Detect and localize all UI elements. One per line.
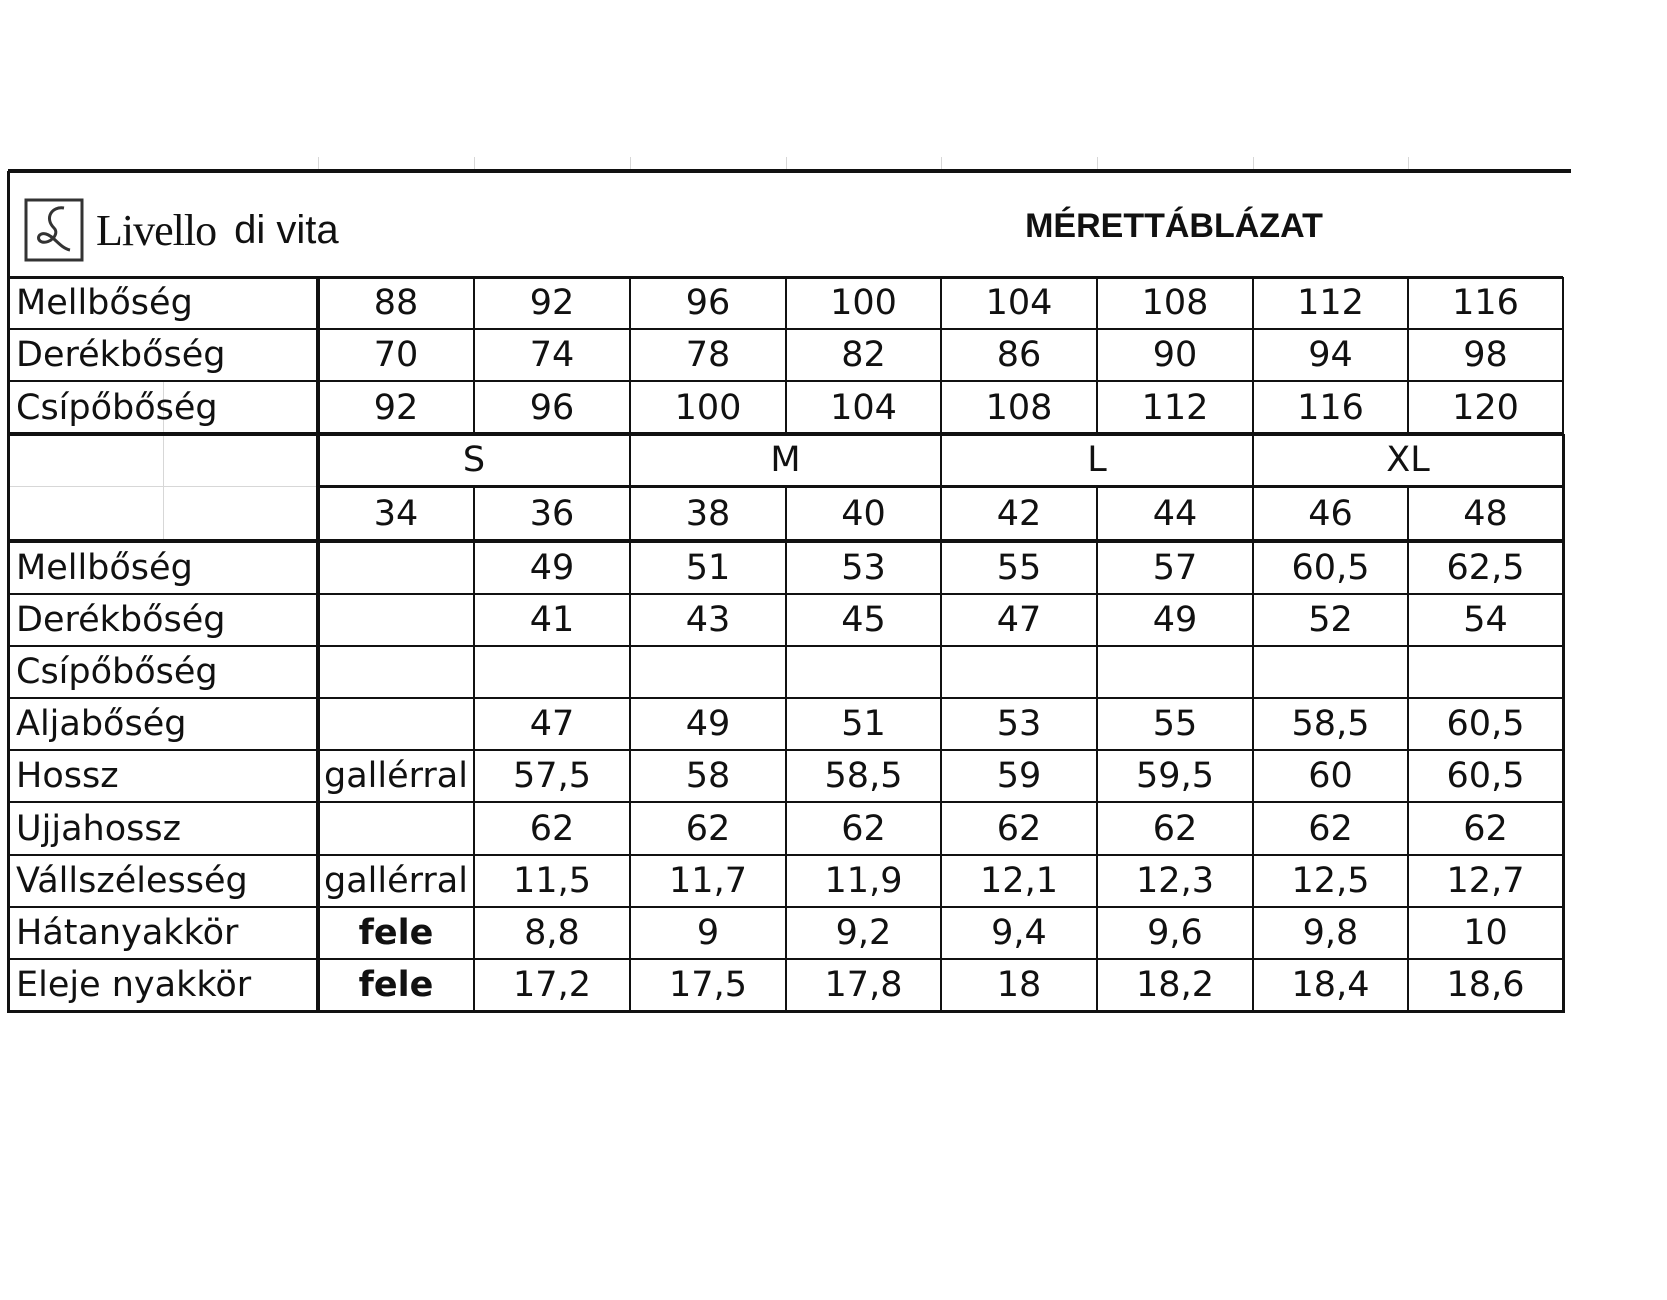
garment-row-note: fele (358, 913, 434, 953)
table-right-border (1562, 434, 1565, 1013)
body-row-label: Csípőbőség (16, 387, 218, 428)
size-number-header: 36 (529, 493, 575, 534)
column-border (785, 486, 787, 1013)
garment-value-cell: 57 (1152, 547, 1198, 588)
garment-value-cell: 60,5 (1446, 704, 1525, 744)
size-group-header: M (770, 440, 801, 480)
size-number-header: 42 (996, 493, 1042, 534)
body-value-cell: 82 (841, 335, 886, 375)
garment-value-cell: 11,5 (513, 861, 591, 901)
garment-value-cell: 62 (1308, 808, 1353, 849)
table-left-border (7, 381, 10, 1013)
body-value-cell: 90 (1152, 335, 1198, 375)
garment-value-cell: 54 (1463, 600, 1508, 640)
garment-value-cell: 62 (1152, 808, 1198, 849)
garment-row-label: Eleje nyakkör (16, 965, 252, 1005)
garment-value-cell: 45 (841, 600, 886, 640)
column-border (1562, 277, 1564, 434)
body-value-cell: 86 (996, 335, 1042, 375)
garment-value-cell: 17,2 (513, 965, 591, 1005)
garment-value-cell: 9 (696, 913, 720, 953)
garment-row-label: Ujjahossz (16, 808, 181, 849)
garment-value-cell: 18,6 (1446, 965, 1525, 1005)
garment-value-cell: 17,5 (669, 965, 747, 1005)
column-border (1096, 277, 1098, 434)
body-value-cell: 104 (830, 387, 897, 428)
garment-value-cell (474, 646, 630, 698)
size-chart-sheet (8, 171, 1663, 1133)
garment-value-cell: 47 (529, 704, 575, 744)
garment-value-cell (1097, 646, 1253, 698)
column-border (473, 486, 475, 1013)
body-row-label: Mellbőség (16, 283, 193, 323)
body-row-label: Derékbőség (16, 335, 226, 375)
garment-value-cell: 18,2 (1136, 965, 1214, 1005)
brand-monogram-icon (24, 198, 84, 262)
garment-value-cell (630, 646, 786, 698)
garment-value-cell: 11,9 (824, 861, 903, 901)
size-group-header: L (1087, 440, 1107, 480)
garment-row-note: fele (358, 965, 434, 1005)
garment-value-cell: 17,8 (824, 965, 903, 1005)
brand-logo (24, 195, 339, 265)
body-value-cell: 70 (373, 335, 419, 375)
column-border (629, 277, 631, 434)
column-border (473, 277, 475, 434)
column-border (1096, 486, 1098, 1013)
garment-value-cell: 60,5 (1446, 756, 1525, 796)
label-column-border (316, 434, 320, 1013)
garment-row-note (318, 594, 474, 646)
garment-row-label: Aljabőség (16, 704, 187, 744)
column-border (1252, 434, 1254, 1013)
garment-value-cell: 9,2 (835, 913, 892, 953)
garment-row-note (318, 698, 474, 750)
garment-row-note (318, 802, 474, 855)
garment-value-cell: 49 (529, 547, 575, 588)
column-border (940, 277, 942, 434)
garment-value-cell: 62 (529, 808, 575, 849)
garment-value-cell: 62 (996, 808, 1042, 849)
garment-value-cell: 53 (841, 547, 886, 588)
sheet-gridline (8, 486, 318, 487)
garment-value-cell: 51 (841, 704, 886, 744)
body-value-cell: 108 (1141, 283, 1209, 323)
brand-subtitle: di vita (234, 207, 339, 252)
garment-value-cell: 51 (685, 547, 731, 588)
size-group-header: XL (1386, 440, 1430, 480)
garment-row-note: gallérral (324, 861, 468, 901)
body-value-cell: 108 (985, 387, 1053, 428)
column-border (1252, 277, 1254, 434)
garment-value-cell: 55 (996, 547, 1042, 588)
size-number-header: 44 (1152, 493, 1198, 534)
size-number-header: 38 (685, 493, 731, 534)
garment-value-cell: 62 (685, 808, 731, 849)
garment-value-cell: 10 (1463, 913, 1508, 953)
size-number-header: 34 (373, 493, 419, 534)
body-value-cell: 94 (1308, 335, 1353, 375)
brand-name: Livello (96, 205, 217, 255)
garment-value-cell: 9,6 (1147, 913, 1203, 953)
body-value-cell: 112 (1297, 283, 1364, 323)
garment-row-label: Derékbőség (16, 600, 226, 640)
size-number-header: 46 (1308, 493, 1353, 534)
body-value-cell: 96 (685, 283, 731, 323)
garment-value-cell (786, 646, 941, 698)
garment-value-cell: 53 (996, 704, 1042, 744)
garment-value-cell: 9,8 (1302, 913, 1359, 953)
body-value-cell: 78 (685, 335, 731, 375)
garment-value-cell: 59 (996, 756, 1042, 796)
body-value-cell: 92 (529, 283, 575, 323)
garment-row-note (318, 646, 474, 698)
garment-value-cell: 11,7 (669, 861, 747, 901)
body-value-cell: 120 (1452, 387, 1519, 428)
garment-value-cell: 55 (1152, 704, 1198, 744)
garment-value-cell: 60 (1308, 756, 1353, 796)
body-value-cell: 116 (1297, 387, 1364, 428)
garment-row-label: Hossz (16, 756, 119, 796)
garment-value-cell: 58 (685, 756, 731, 796)
garment-value-cell: 9,4 (991, 913, 1047, 953)
body-value-cell: 74 (529, 335, 575, 375)
garment-value-cell: 18 (996, 965, 1042, 1005)
body-value-cell: 98 (1463, 335, 1508, 375)
column-border (785, 277, 787, 434)
column-border (629, 434, 631, 1013)
body-value-cell: 88 (373, 283, 419, 323)
garment-row-label: Vállszélesség (16, 861, 248, 901)
garment-value-cell: 57,5 (513, 756, 591, 796)
garment-value-cell (1408, 646, 1563, 698)
garment-value-cell (1253, 646, 1408, 698)
column-border (1407, 277, 1409, 434)
garment-value-cell: 59,5 (1136, 756, 1214, 796)
column-border (940, 434, 942, 1013)
table-top-border (8, 169, 1571, 173)
garment-value-cell: 52 (1308, 600, 1353, 640)
garment-row-note (318, 541, 474, 594)
body-value-cell: 112 (1141, 387, 1209, 428)
garment-row-label: Hátanyakkör (16, 913, 239, 953)
garment-value-cell: 58,5 (1291, 704, 1370, 744)
garment-value-cell: 43 (685, 600, 731, 640)
garment-value-cell: 60,5 (1291, 547, 1370, 588)
size-number-header: 48 (1463, 493, 1508, 534)
column-border (1407, 486, 1409, 1013)
size-group-header: S (462, 440, 486, 480)
garment-value-cell: 58,5 (824, 756, 903, 796)
garment-value-cell: 47 (996, 600, 1042, 640)
garment-value-cell: 62,5 (1446, 547, 1525, 588)
body-value-cell: 92 (373, 387, 419, 428)
garment-value-cell: 62 (1463, 808, 1508, 849)
garment-value-cell: 49 (1152, 600, 1198, 640)
garment-value-cell: 41 (529, 600, 575, 640)
garment-row-label: Csípőbőség (16, 652, 218, 692)
garment-value-cell: 18,4 (1291, 965, 1370, 1005)
body-value-cell: 100 (830, 283, 897, 323)
garment-row-note: gallérral (324, 756, 468, 796)
column-border (316, 277, 320, 434)
size-number-header: 40 (841, 493, 886, 534)
garment-value-cell: 12,1 (980, 861, 1058, 901)
garment-value-cell: 8,8 (524, 913, 580, 953)
garment-value-cell: 12,7 (1446, 861, 1525, 901)
body-value-cell: 116 (1452, 283, 1519, 323)
garment-row-label: Mellbőség (16, 547, 193, 588)
garment-value-cell: 12,3 (1136, 861, 1214, 901)
garment-value-cell: 62 (841, 808, 886, 849)
body-value-cell: 104 (985, 283, 1053, 323)
garment-value-cell: 49 (685, 704, 731, 744)
garment-value-cell: 12,5 (1291, 861, 1370, 901)
body-value-cell: 96 (529, 387, 575, 428)
body-value-cell: 100 (674, 387, 742, 428)
page-title: MÉRETTÁBLÁZAT (1025, 206, 1323, 245)
garment-value-cell (941, 646, 1097, 698)
